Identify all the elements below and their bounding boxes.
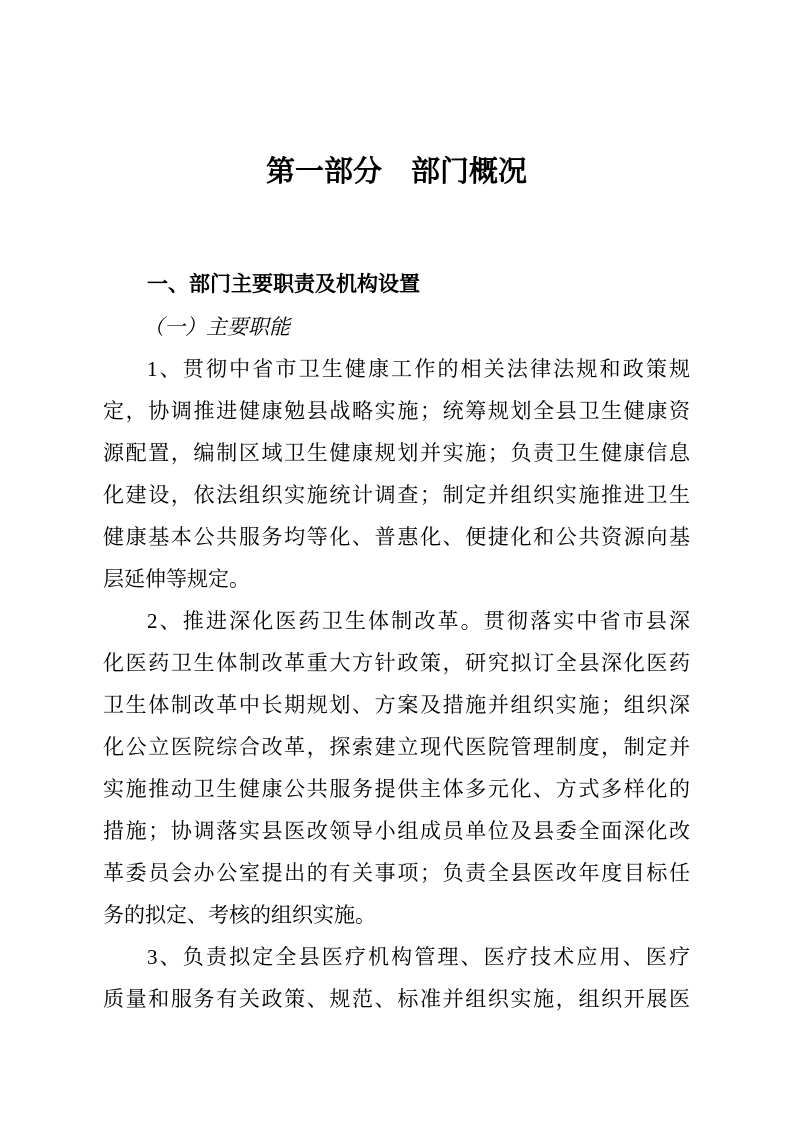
section-heading: 一、部门主要职责及机构设置	[147, 273, 420, 296]
body-line: 务的拟定、考核的组织实施。	[103, 903, 376, 927]
body-line: 化公立医院综合改革，探索建立现代医院管理制度，制定并	[103, 735, 690, 759]
body-line: 健康基本公共服务均等化、普惠化、便捷化和公共资源向基	[103, 525, 690, 549]
subsection-heading: （一）主要职能	[143, 315, 290, 339]
body-line: 定，协调推进健康勉县战略实施；统筹规划全县卫生健康资	[103, 399, 690, 423]
body-line: 1、贯彻中省市卫生健康工作的相关法律法规和政策规	[147, 357, 690, 381]
paragraph-2	[103, 600, 690, 936]
page-title: 第一部分 部门概况	[265, 156, 527, 188]
body-line: 2、推进深化医药卫生体制改革。贯彻落实中省市县深	[147, 609, 690, 633]
body-line: 措施；协调落实县医改领导小组成员单位及县委全面深化改	[103, 819, 690, 843]
body-line: 源配置，编制区域卫生健康规划并实施；负责卫生健康信息	[103, 441, 690, 465]
body-line: 革委员会办公室提出的有关事项；负责全县医改年度目标任	[103, 861, 690, 885]
body-line: 3、负责拟定全县医疗机构管理、医疗技术应用、医疗	[147, 945, 690, 969]
body-line: 卫生体制改革中长期规划、方案及措施并组织实施；组织深	[103, 693, 690, 717]
body-line: 质量和服务有关政策、规范、标准并组织实施，组织开展医	[103, 987, 690, 1011]
body-line: 层延伸等规定。	[103, 567, 250, 591]
body-line: 实施推动卫生健康公共服务提供主体多元化、方式多样化的	[103, 777, 690, 801]
paragraph-1	[103, 348, 690, 600]
document-body	[103, 264, 690, 1020]
body-line: 化建设，依法组织实施统计调查；制定并组织实施推进卫生	[103, 483, 690, 507]
body-line: 化医药卫生体制改革重大方针政策，研究拟订全县深化医药	[103, 651, 690, 675]
paragraph-3	[103, 936, 690, 1020]
